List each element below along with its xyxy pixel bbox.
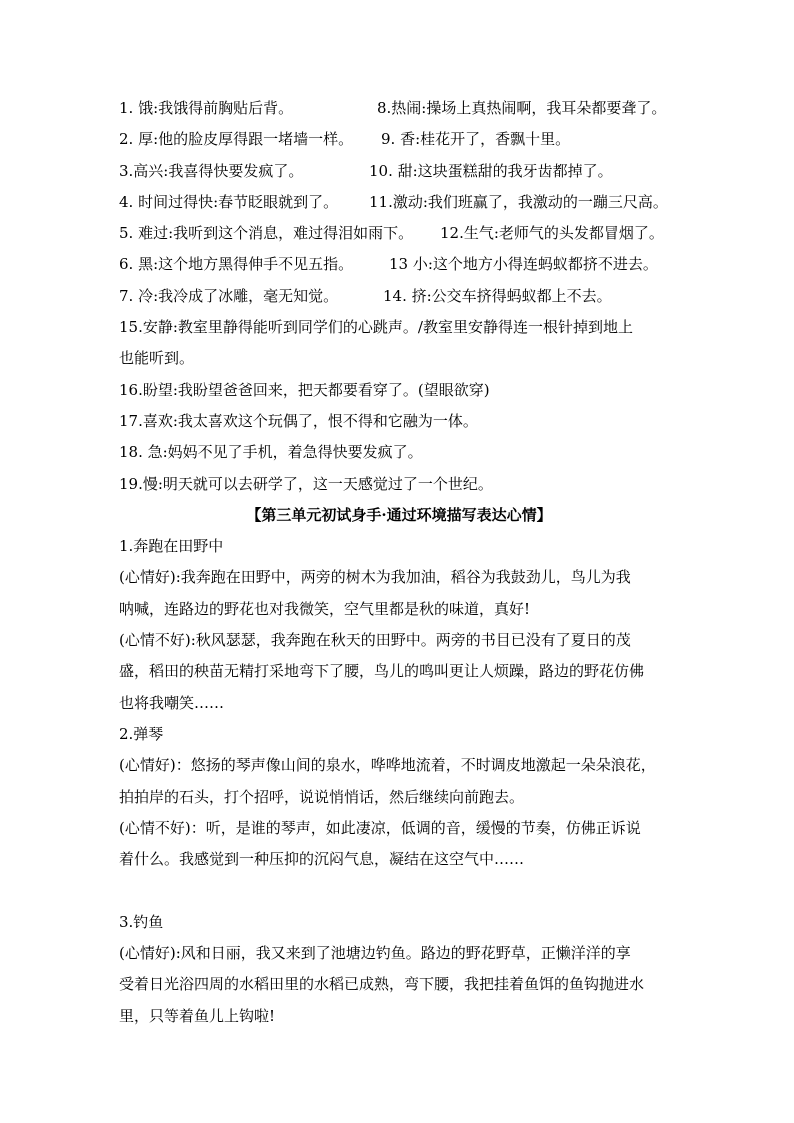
- paragraph-line: (心情好)：悠扬的琴声像山间的泉水，哗哗地流着，不时调皮地激起一朵朵浪花，: [119, 756, 656, 775]
- paragraph-line: 拍拍岸的石头，打个招呼，说说悄悄话，然后继续向前跑去。: [119, 787, 525, 806]
- phrase-left: 1. 饿:我饿得前胸贴后背。: [119, 99, 294, 117]
- phrase-line: 15.安静:教室里静得能听到同学们的心跳声。/教室里安静得连一根针掉到地上: [119, 318, 633, 337]
- phrase-left: 6. 黑:这个地方黑得伸手不见五指。: [119, 255, 354, 274]
- phrase-left: 4. 时间过得快:春节眨眼就到了。: [119, 192, 339, 211]
- phrase-row: [119, 156, 679, 187]
- section-title: 1.奔跑在田野中: [119, 537, 224, 556]
- phrase-right: 8.热闹:操场上真热闹啊，我耳朵都要聋了。: [377, 99, 667, 117]
- phrase-left: 7. 冷:我冷成了冰雕，毫无知觉。: [119, 286, 339, 305]
- phrase-right: 14. 挤:公交车挤得蚂蚁都上不去。: [383, 286, 612, 305]
- section-title: 2.弹琴: [119, 724, 164, 743]
- section-heading: 【第三单元初试身手·通过环境描写表达心情】: [246, 505, 552, 524]
- phrase-row: [119, 124, 679, 155]
- paragraph-line: (心情好):风和日丽，我又来到了池塘边钓鱼。路边的野花野草，正懒洋洋的享: [119, 944, 631, 963]
- phrase-right: 13 小:这个地方小得连蚂蚁都挤不进去。: [389, 255, 658, 274]
- document-content: [119, 93, 679, 1032]
- phrase-right: 12.生气:老师气的头发都冒烟了。: [440, 224, 664, 243]
- phrase-right: 10. 甜:这块蛋糕甜的我牙齿都掉了。: [369, 161, 613, 180]
- section-3: [119, 907, 679, 1032]
- phrase-line: 也能听到。: [119, 349, 195, 368]
- phrase-list: [119, 312, 679, 500]
- paragraph-line: (心情不好):秋风瑟瑟，我奔跑在秋天的田野中。两旁的书目已没有了夏日的茂: [119, 631, 631, 650]
- paragraph-line: (心情好):我奔跑在田野中，两旁的树木为我加油，稻谷为我鼓劲儿，鸟儿为我: [119, 568, 631, 587]
- phrase-pairs: [119, 93, 679, 312]
- phrase-right: 9. 香:桂花开了，香飘十里。: [381, 130, 571, 149]
- phrase-line: 16.盼望:我盼望爸爸回来，把天都要看穿了。(望眼欲穿): [119, 380, 490, 399]
- phrase-line: 18. 急:妈妈不见了手机，着急得快要发疯了。: [119, 443, 423, 462]
- phrase-row: [119, 93, 679, 124]
- phrase-left: 3.高兴:我喜得快要发疯了。: [119, 161, 304, 180]
- section-title: 3.钓鱼: [119, 912, 164, 931]
- phrase-row: [119, 281, 679, 312]
- phrase-line: 19.慢:明天就可以去研学了，这一天感觉过了一个世纪。: [119, 474, 493, 493]
- blank-line: [119, 875, 679, 906]
- paragraph-line: 呐喊，连路边的野花也对我微笑，空气里都是秋的味道，真好!: [119, 599, 531, 618]
- paragraph-line: 里，只等着鱼儿上钩啦!: [119, 1006, 276, 1025]
- phrase-left: 2. 厚:他的脸皮厚得跟一堵墙一样。: [119, 130, 354, 149]
- paragraph-line: 也将我嘲笑……: [119, 693, 225, 712]
- section-2: [119, 719, 679, 875]
- section-1: [119, 531, 679, 719]
- paragraph-line: 盛，稻田的秧苗无精打采地弯下了腰，鸟儿的鸣叫更让人烦躁，路边的野花仿佛: [119, 662, 645, 681]
- phrase-row: [119, 218, 679, 249]
- paragraph-line: 着什么。我感觉到一种压抑的沉闷气息，凝结在这空气中……: [119, 850, 525, 869]
- phrase-row: [119, 249, 679, 280]
- phrase-right: 11.激动:我们班赢了，我激动的一蹦三尺高。: [369, 192, 668, 211]
- phrase-row: [119, 187, 679, 218]
- paragraph-line: (心情不好)：听，是谁的琴声，如此凄凉，低调的音，缓慢的节奏，仿佛正诉说: [119, 818, 641, 837]
- paragraph-line: 受着日光浴四周的水稻田里的水稻已成熟，弯下腰，我把挂着鱼饵的鱼钩抛进水: [119, 975, 645, 994]
- phrase-left: 5. 难过:我听到这个消息，难过得泪如雨下。: [119, 224, 414, 243]
- phrase-line: 17.喜欢:我太喜欢这个玩偶了，恨不得和它融为一体。: [119, 411, 478, 430]
